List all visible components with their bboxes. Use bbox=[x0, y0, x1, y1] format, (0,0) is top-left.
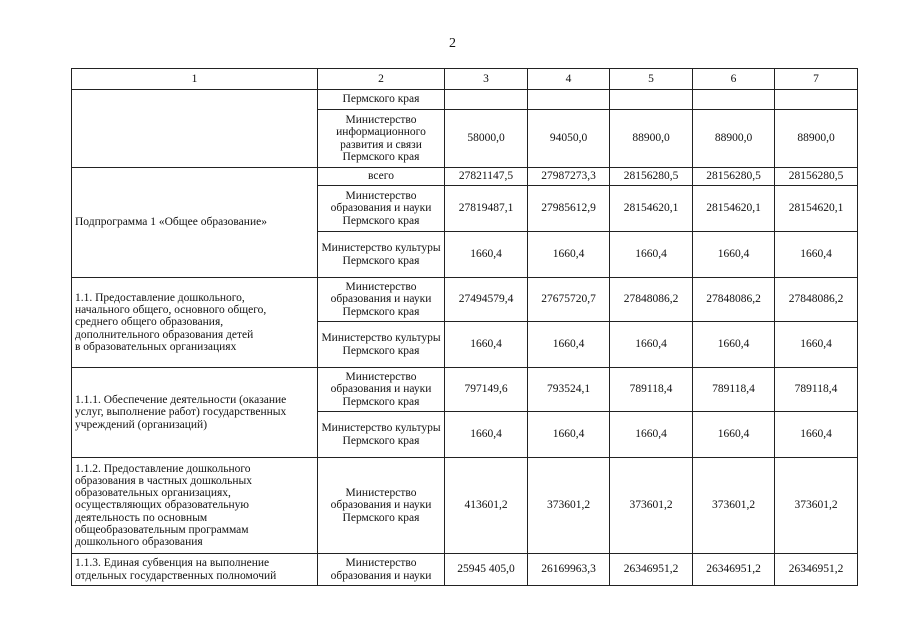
header-cell: 6 bbox=[693, 69, 775, 90]
value-cell bbox=[528, 90, 610, 110]
value-cell: 789118,4 bbox=[775, 368, 858, 412]
value-cell: 797149,6 bbox=[445, 368, 528, 412]
value-cell: 413601,2 bbox=[445, 458, 528, 554]
value-cell bbox=[693, 90, 775, 110]
value-cell: 94050,0 bbox=[528, 110, 610, 168]
header-cell: 5 bbox=[610, 69, 693, 90]
table-row bbox=[72, 168, 858, 186]
value-cell: 1660,4 bbox=[693, 232, 775, 278]
value-cell: 26169963,3 bbox=[528, 554, 610, 586]
value-cell: 28156280,5 bbox=[693, 168, 775, 186]
row-name-cell: 1.1.2. Предоставление дошкольного образования в частных дошкольных образовательных организациях, осуществляющих образовательную деятельность по основным общеобразовательным программам дошкольного образования bbox=[72, 458, 318, 554]
header-cell: 7 bbox=[775, 69, 858, 90]
value-cell: 27819487,1 bbox=[445, 186, 528, 232]
value-cell: 88900,0 bbox=[693, 110, 775, 168]
value-cell: 1660,4 bbox=[775, 232, 858, 278]
row-name-cell: 1.1.3. Единая субвенция на выполнение отдельных государственных полномочий bbox=[72, 554, 318, 586]
value-cell: 373601,2 bbox=[528, 458, 610, 554]
page-number: 2 bbox=[449, 36, 456, 51]
value-cell: 793524,1 bbox=[528, 368, 610, 412]
value-cell: 1660,4 bbox=[445, 412, 528, 458]
value-cell bbox=[775, 90, 858, 110]
table-row bbox=[72, 368, 858, 412]
header-cell: 4 bbox=[528, 69, 610, 90]
value-cell: 28156280,5 bbox=[775, 168, 858, 186]
org-cell: Министерство образования и науки Пермского края bbox=[318, 368, 445, 412]
value-cell: 1660,4 bbox=[445, 232, 528, 278]
value-cell: 88900,0 bbox=[610, 110, 693, 168]
value-cell: 26346951,2 bbox=[610, 554, 693, 586]
value-cell bbox=[610, 90, 693, 110]
value-cell: 27987273,3 bbox=[528, 168, 610, 186]
org-cell: Министерство образования и науки Пермского края bbox=[318, 186, 445, 232]
table-row bbox=[72, 90, 858, 110]
row-name-cell: Подпрограмма 1 «Общее образование» bbox=[72, 168, 318, 278]
value-cell: 28156280,5 bbox=[610, 168, 693, 186]
value-cell: 1660,4 bbox=[610, 322, 693, 368]
header-cell: 1 bbox=[72, 69, 318, 90]
value-cell bbox=[445, 90, 528, 110]
org-cell: Министерство образования и науки Пермского края bbox=[318, 278, 445, 322]
header-cell: 3 bbox=[445, 69, 528, 90]
value-cell: 1660,4 bbox=[775, 322, 858, 368]
row-name-cell: 1.1.1. Обеспечение деятельности (оказание услуг, выполнение работ) государственных учреждений (организаций) bbox=[72, 368, 318, 458]
org-cell: Министерство информационного развития и связи Пермского края bbox=[318, 110, 445, 168]
value-cell: 1660,4 bbox=[775, 412, 858, 458]
value-cell: 789118,4 bbox=[610, 368, 693, 412]
value-cell: 1660,4 bbox=[445, 322, 528, 368]
budget-table bbox=[71, 68, 858, 586]
value-cell: 28154620,1 bbox=[775, 186, 858, 232]
value-cell: 27821147,5 bbox=[445, 168, 528, 186]
value-cell: 27494579,4 bbox=[445, 278, 528, 322]
value-cell: 1660,4 bbox=[610, 232, 693, 278]
table-row bbox=[72, 554, 858, 586]
org-cell: Министерство культуры Пермского края bbox=[318, 322, 445, 368]
value-cell: 373601,2 bbox=[610, 458, 693, 554]
value-cell: 27848086,2 bbox=[610, 278, 693, 322]
table-row bbox=[72, 278, 858, 322]
value-cell: 26346951,2 bbox=[693, 554, 775, 586]
value-cell: 25945 405,0 bbox=[445, 554, 528, 586]
org-cell: Министерство культуры Пермского края bbox=[318, 412, 445, 458]
value-cell: 58000,0 bbox=[445, 110, 528, 168]
row-name-cell bbox=[72, 90, 318, 168]
value-cell: 28154620,1 bbox=[610, 186, 693, 232]
value-cell: 27985612,9 bbox=[528, 186, 610, 232]
org-cell: Министерство образования и науки bbox=[318, 554, 445, 586]
header-cell: 2 bbox=[318, 69, 445, 90]
org-cell: Министерство образования и науки Пермского края bbox=[318, 458, 445, 554]
org-cell: Пермского края bbox=[318, 90, 445, 110]
value-cell: 28154620,1 bbox=[693, 186, 775, 232]
row-name-cell: 1.1. Предоставление дошкольного, начального общего, основного общего, среднего общего образования, дополнительного образования детей в образовательных организациях bbox=[72, 278, 318, 368]
value-cell: 27848086,2 bbox=[693, 278, 775, 322]
value-cell: 1660,4 bbox=[693, 412, 775, 458]
table-header-row bbox=[72, 69, 858, 90]
value-cell: 1660,4 bbox=[693, 322, 775, 368]
org-cell: всего bbox=[318, 168, 445, 186]
value-cell: 26346951,2 bbox=[775, 554, 858, 586]
value-cell: 27848086,2 bbox=[775, 278, 858, 322]
table-row bbox=[72, 458, 858, 554]
value-cell: 789118,4 bbox=[693, 368, 775, 412]
org-cell: Министерство культуры Пермского края bbox=[318, 232, 445, 278]
value-cell: 1660,4 bbox=[528, 412, 610, 458]
value-cell: 373601,2 bbox=[775, 458, 858, 554]
value-cell: 88900,0 bbox=[775, 110, 858, 168]
value-cell: 27675720,7 bbox=[528, 278, 610, 322]
value-cell: 1660,4 bbox=[528, 322, 610, 368]
value-cell: 1660,4 bbox=[528, 232, 610, 278]
value-cell: 373601,2 bbox=[693, 458, 775, 554]
value-cell: 1660,4 bbox=[610, 412, 693, 458]
